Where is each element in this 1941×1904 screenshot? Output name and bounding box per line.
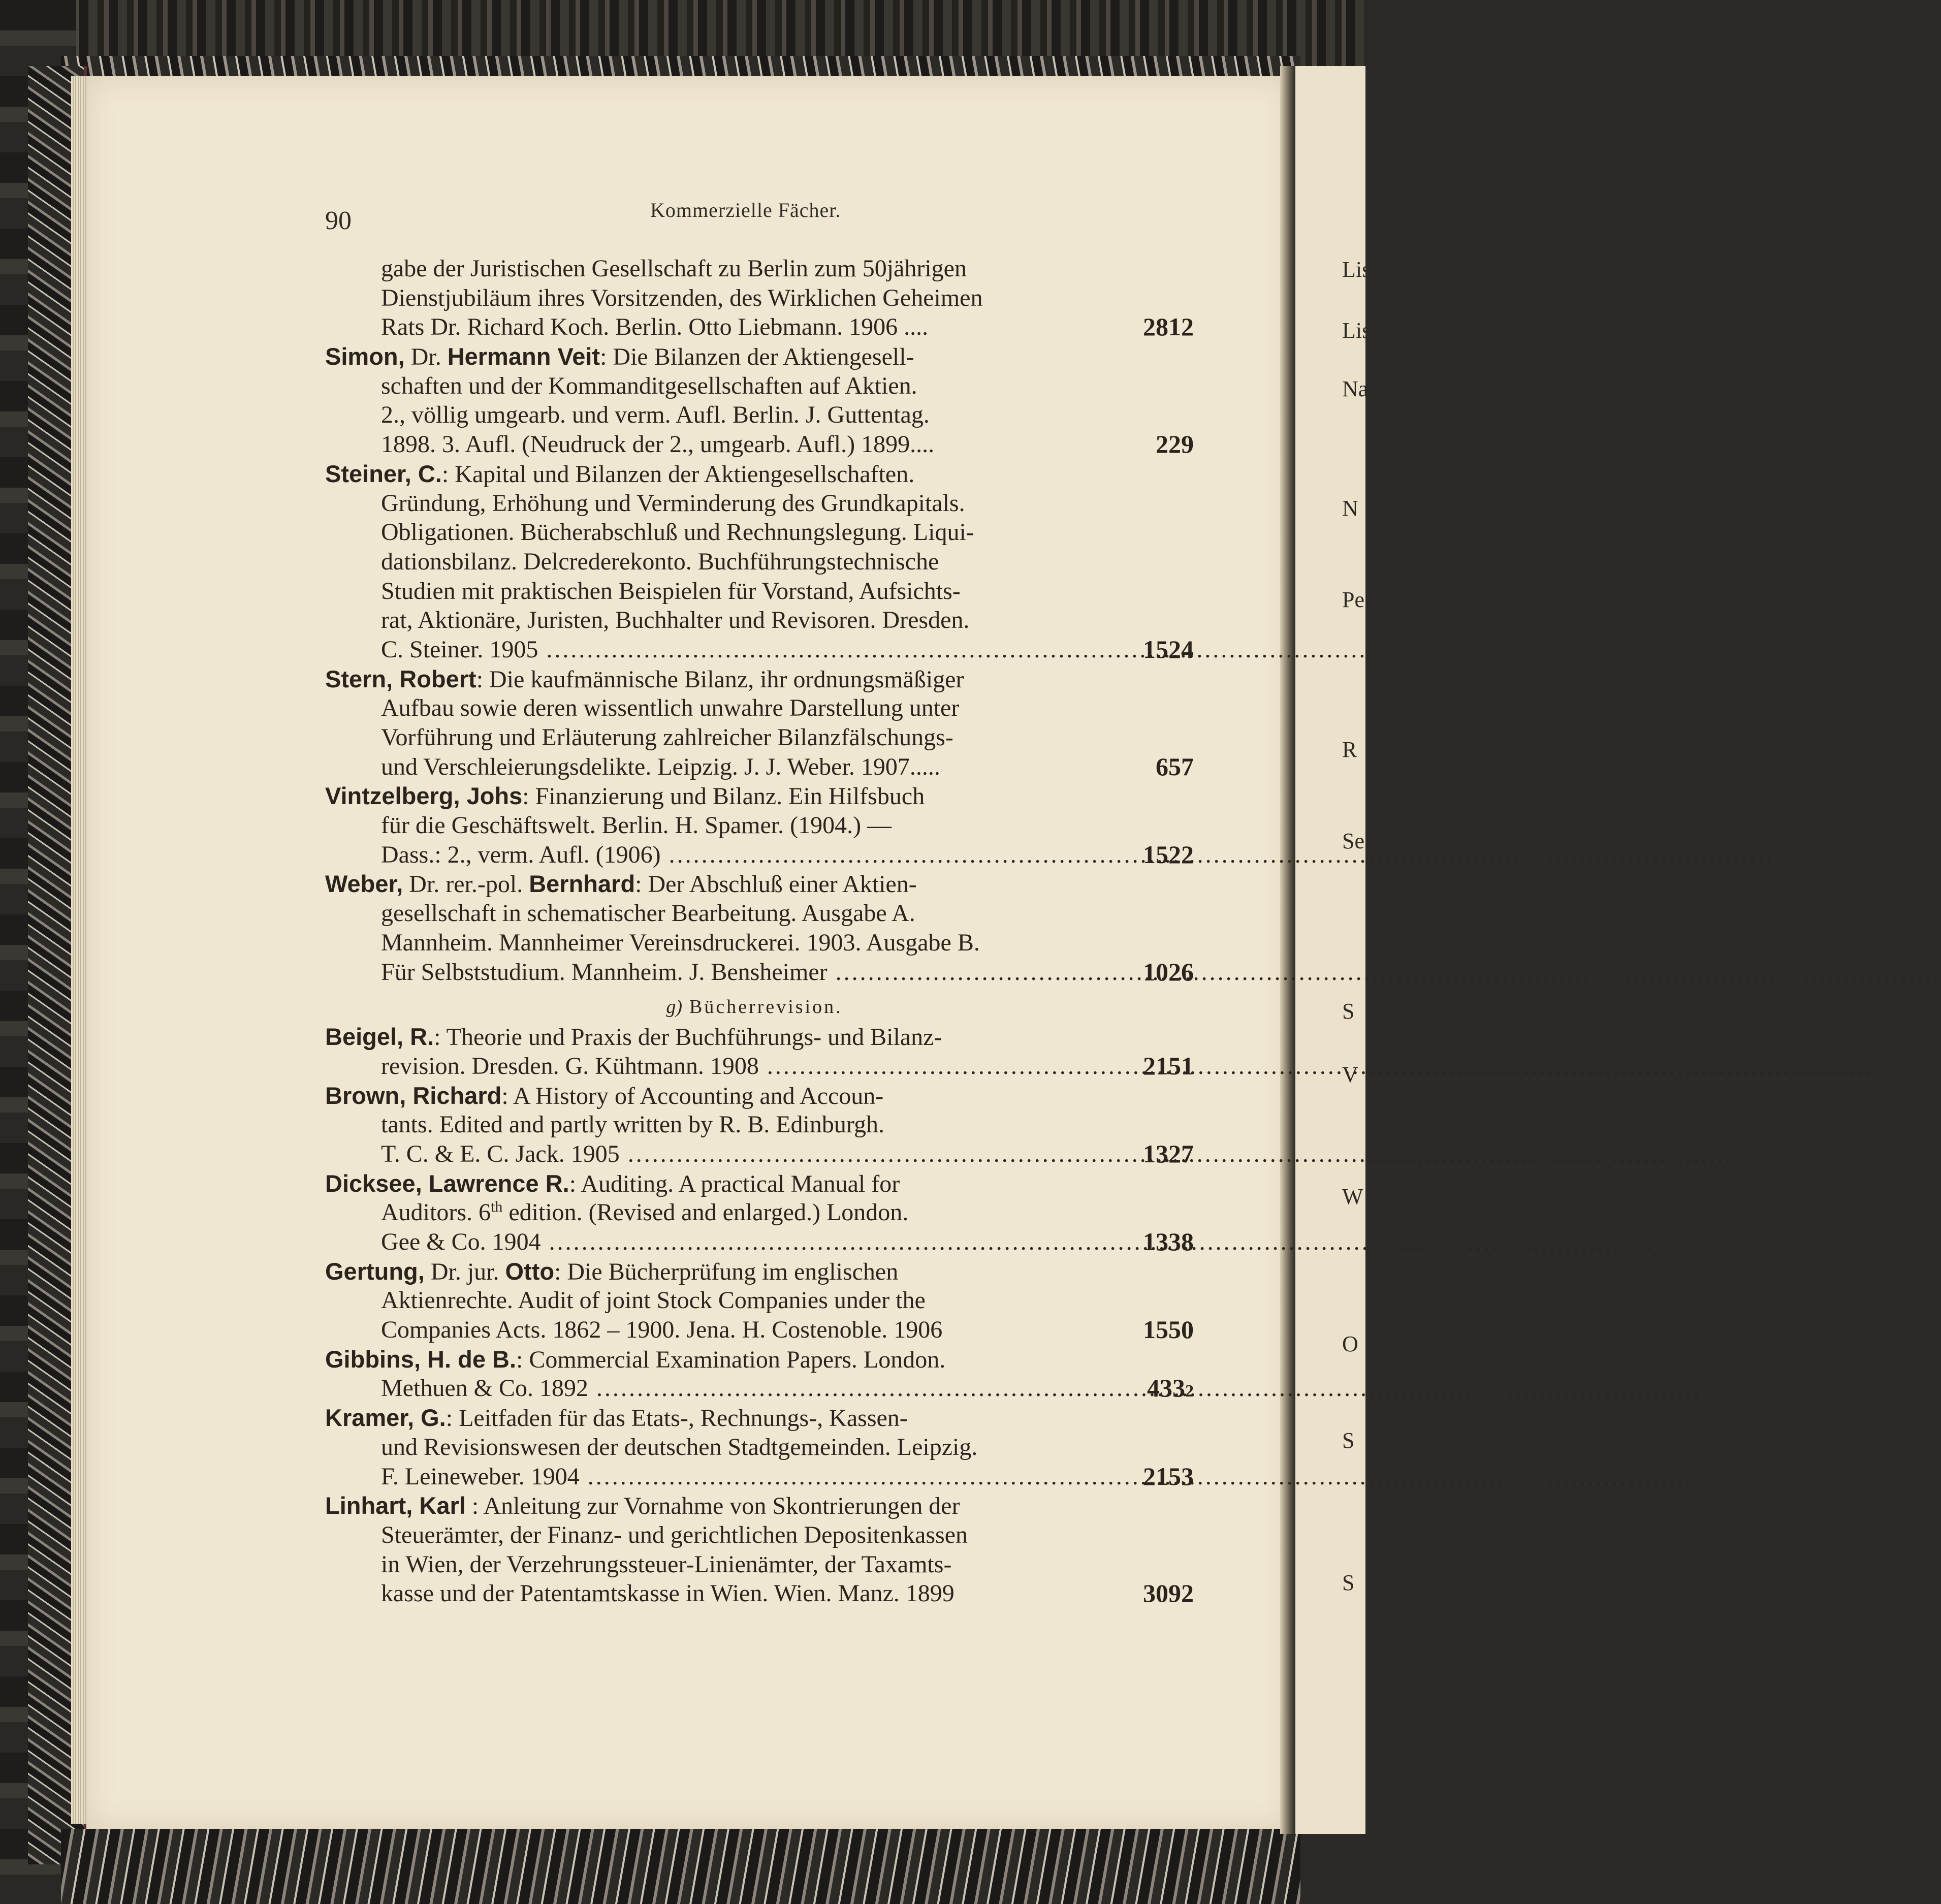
author-name: Weber,: [325, 870, 403, 898]
text-line: Mannheim. Mannheimer Vereinsdruckerei. 1903. Ausgabe B.: [381, 929, 980, 956]
entry-brown: [325, 1081, 1194, 1169]
text-line-content: T. C. & E. C. Jack. 1905 .....: [381, 1140, 1733, 1167]
superscript: th: [491, 1198, 503, 1216]
page-gutter: [1280, 66, 1295, 1834]
section-heading: [325, 987, 1184, 1022]
author-name: Brown, Richard: [325, 1082, 502, 1109]
entry-head-line: [325, 342, 1184, 371]
text-line: [325, 1227, 1194, 1257]
marbled-board-bottom: [61, 1829, 1300, 1904]
author-name: Vintzelberg, Johs: [325, 782, 523, 810]
text-line-content: edition. (Revised and enlarged.) London.: [502, 1199, 909, 1226]
author-title: Dr. jur.: [424, 1258, 505, 1285]
entry-title: : Finanzierung und Bilanz. Ein Hilfsbuch: [522, 783, 925, 810]
text-line: Aufbau sowie deren wissentlich unwahre Darstellung unter: [381, 694, 960, 722]
catalog-number: 1026: [1143, 957, 1194, 986]
entry-head-line: [325, 459, 1184, 489]
author-name: Stern, Robert: [325, 665, 476, 692]
entry-simon: [325, 342, 1194, 459]
page-number: 90: [325, 206, 352, 235]
text-line-content: Für Selbststudium. Mannheim. J. Bensheimer .....: [381, 959, 1941, 986]
text-line: [325, 957, 1194, 987]
text-line-content: Dass.: 2., verm. Aufl. (1906) .....: [381, 841, 1774, 868]
text-line: Gründung, Erhöhung und Verminderung des Grundkapitals.: [381, 489, 965, 517]
author-name: Kramer, G.: [325, 1404, 446, 1432]
edge-letter: Lis: [1342, 318, 1371, 343]
catalog-number: 3092: [1143, 1579, 1194, 1608]
text-line: [325, 430, 1194, 459]
text-line-content: Rats Dr. Richard Koch. Berlin. Otto Liebmann. 1906 ....: [381, 313, 929, 341]
author-name: Hermann Veit: [447, 343, 600, 370]
text-line: für die Geschäftswelt. Berlin. H. Spamer. (1904.) —: [381, 812, 892, 839]
author-name: Gertung,: [325, 1257, 425, 1285]
section-marker: g): [666, 996, 682, 1018]
entry-head-line: [325, 1345, 1184, 1374]
entry-steiner: [325, 459, 1194, 664]
text-line: [325, 840, 1194, 870]
entry-head-line: [325, 781, 1184, 811]
entry-title: : Anleitung zur Vornahme von Skontrierungen der: [465, 1493, 960, 1520]
entry-head-line: [325, 1403, 1184, 1433]
catalog-number-main: 433: [1147, 1374, 1185, 1403]
entry-title: : Leitfaden für das Etats-, Rechnungs-, Kassen-: [446, 1405, 908, 1432]
text-line-content: und Verschleierungsdelikte. Leipzig. J. J. Weber. 1907.....: [381, 753, 940, 780]
text-line: [325, 752, 1194, 782]
author-name: Linhart, Karl: [325, 1492, 466, 1519]
entry-head-line: [325, 1491, 1184, 1520]
text-line: [325, 1139, 1194, 1169]
edge-letter: V: [1342, 1062, 1358, 1087]
text-line-content: C. Steiner. 1905 .....: [381, 636, 1651, 663]
text-line-content: Methuen & Co. 1892 .....: [381, 1375, 1702, 1402]
edge-letter: N: [1342, 496, 1358, 521]
text-line: Vorführung und Erläuterung zahlreicher Bilanzfälschungs-: [381, 724, 953, 751]
text-line: [325, 1374, 1194, 1403]
entry-weber: [325, 869, 1194, 987]
text-line: [325, 1462, 1194, 1492]
text-line: dationsbilanz. Delcrederekonto. Buchführungstechnische: [381, 548, 939, 575]
text-line: [325, 1051, 1194, 1081]
entry-stern: [325, 664, 1194, 782]
entry-title: : Kapital und Bilanzen der Aktiengesellschaften.: [441, 460, 915, 488]
catalog-number: 657: [1156, 752, 1194, 781]
edge-letter: R: [1342, 737, 1357, 762]
text-line: Aktienrechte. Audit of joint Stock Companies under the: [381, 1287, 926, 1314]
text-line: gabe der Juristischen Gesellschaft zu Berlin zum 50jährigen: [381, 255, 967, 282]
text-line: [325, 312, 1194, 342]
entry-vintzelberg: [325, 781, 1194, 869]
edge-letter: S: [1342, 1428, 1355, 1453]
entry-gibbins: [325, 1345, 1194, 1403]
entry-title: : Auditing. A practical Manual for: [569, 1170, 900, 1197]
bibliography-text: [325, 254, 1194, 1608]
catalog-number: 1522: [1143, 840, 1194, 869]
entry-head-line: [325, 1257, 1184, 1286]
text-line: rat, Aktionäre, Juristen, Buchhalter und Revisoren. Dresden.: [381, 607, 970, 634]
entry-title: : Commercial Examination Papers. London.: [516, 1346, 946, 1373]
text-line-content: F. Leineweber. 1904 .....: [381, 1463, 1693, 1490]
edge-letter: S: [1342, 1570, 1355, 1595]
entry-title: : A History of Accounting and Accoun-: [501, 1082, 884, 1109]
edge-letter: Pe: [1342, 587, 1364, 612]
edge-letter: S: [1342, 999, 1355, 1024]
text-line: Steuerämter, der Finanz- und gerichtlichen Depositenkassen: [381, 1521, 968, 1548]
catalog-number: 1338: [1143, 1227, 1194, 1256]
entry-linhart: [325, 1491, 1194, 1608]
catalog-number: 2812: [1143, 312, 1194, 341]
text-line: Dienstjubiläum ihres Vorsitzenden, des Wirklichen Geheimen: [381, 284, 983, 311]
entry-head-line: [325, 664, 1184, 694]
entry-title: : Der Abschluß einer Aktien-: [635, 871, 917, 898]
text-line: schaften und der Kommanditgesellschaften auf Aktien.: [381, 372, 917, 399]
author-name: Steiner, C.: [325, 460, 442, 487]
edge-letter: Lis: [1342, 257, 1371, 282]
entry-continuation: [325, 254, 1194, 342]
catalog-number: [1147, 1374, 1194, 1406]
catalog-number-suffix: 2: [1185, 1382, 1194, 1401]
edge-letter: W: [1342, 1184, 1363, 1209]
text-line-content: Companies Acts. 1862 – 1900. Jena. H. Costenoble. 1906: [381, 1316, 943, 1344]
author-name: Simon,: [325, 343, 405, 370]
catalog-number: 1550: [1143, 1315, 1194, 1344]
catalog-number: 2153: [1143, 1462, 1194, 1490]
entry-title: : Die kaufmännische Bilanz, ihr ordnungsmäßiger: [476, 665, 964, 693]
author-name: Bernhard: [529, 870, 635, 898]
author-title: Dr. rer.-pol.: [403, 871, 529, 898]
author-title: Dr.: [404, 343, 448, 371]
text-line: Obligationen. Bücherabschluß und Rechnungslegung. Liqui-: [381, 519, 974, 546]
catalog-number: 229: [1156, 430, 1194, 459]
text-line: [325, 1579, 1194, 1608]
author-name: Dicksee, Lawrence R.: [325, 1169, 569, 1197]
edge-letter: Na: [1342, 376, 1369, 401]
text-line: in Wien, der Verzehrungssteuer-Linienämter, der Taxamts-: [381, 1550, 952, 1578]
entry-title: : Die Bücherprüfung im englischen: [554, 1258, 899, 1285]
text-line: 2., völlig umgearb. und verm. Aufl. Berlin. J. Guttentag.: [381, 401, 930, 429]
text-line: und Revisionswesen der deutschen Stadtgemeinden. Leipzig.: [381, 1433, 978, 1461]
text-line: [325, 634, 1194, 664]
author-name: Gibbins, H. de B.: [325, 1345, 517, 1373]
entry-title: : Theorie und Praxis der Buchführungs- und Bilanz-: [434, 1024, 942, 1051]
catalog-number: 1327: [1143, 1139, 1194, 1168]
entry-head-line: [325, 1169, 1184, 1198]
edge-letter: Se: [1342, 829, 1364, 853]
catalog-number: 1524: [1143, 634, 1194, 663]
text-line: [325, 1198, 1184, 1227]
text-line: [325, 1315, 1194, 1345]
section-title: Bücherrevision.: [689, 996, 843, 1018]
neighbor-page-edge: [1295, 66, 1371, 1834]
catalog-number: 2151: [1143, 1051, 1194, 1080]
text-line: tants. Edited and partly written by R. B. Edinburgh.: [381, 1111, 884, 1138]
page-header: [325, 198, 1255, 234]
entry-head-line: [325, 1022, 1184, 1052]
text-line-content: Gee & Co. 1904 .....: [381, 1228, 1654, 1255]
entry-head-line: [325, 869, 1184, 899]
text-line-content: revision. Dresden. G. Kühtmann. 1908 .....: [381, 1053, 1872, 1080]
edge-letter: O: [1342, 1331, 1358, 1356]
text-line-content: 1898. 3. Aufl. (Neudruck der 2., umgearb. Aufl.) 1899....: [381, 431, 935, 458]
entry-gertung: [325, 1257, 1194, 1345]
entry-dicksee: [325, 1169, 1194, 1257]
entry-title: : Die Bilanzen der Aktiengesell-: [600, 343, 914, 371]
running-title: Kommerzielle Fächer.: [650, 199, 841, 221]
entry-beigel: [325, 1022, 1194, 1081]
text-line-content: kasse und der Patentamtskasse in Wien. Wien. Manz. 1899: [381, 1580, 954, 1607]
author-name: Beigel, R.: [325, 1023, 434, 1051]
author-name: Otto: [505, 1257, 555, 1285]
text-line-content: Auditors. 6: [381, 1199, 491, 1226]
entry-kramer: [325, 1403, 1194, 1491]
text-line: gesellschaft in schematischer Bearbeitung. Ausgabe A.: [381, 900, 915, 927]
entry-head-line: [325, 1081, 1184, 1110]
text-line: Studien mit praktischen Beispielen für Vorstand, Aufsichts-: [381, 577, 961, 605]
